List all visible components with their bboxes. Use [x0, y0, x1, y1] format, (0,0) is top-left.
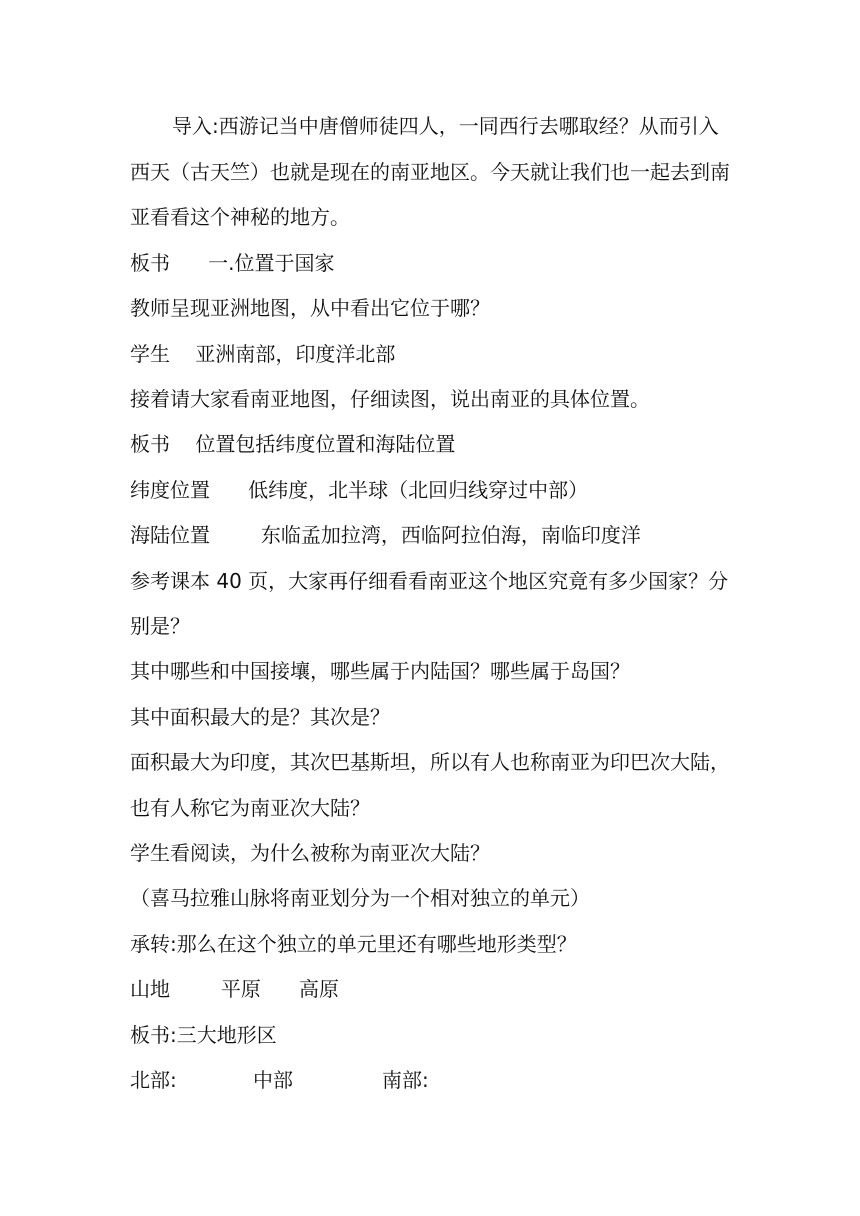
terrain-types-line: 山地 平原 高原 [130, 977, 340, 1001]
explanation-line: （喜马拉雅山脉将南亚划分为一个相对独立的单元） [130, 886, 590, 910]
latitude-position-line: 纬度位置 低纬度，北半球（北回归线穿过中部） [130, 478, 589, 502]
question-line: 其中哪些和中国接壤，哪些属于内陆国？哪些属于岛国？ [130, 659, 630, 683]
student-line: 学生 亚洲南部，印度洋北部 [130, 342, 396, 366]
reference-line-continued: 别是？ [130, 614, 190, 638]
question-line: 其中面积最大的是？其次是？ [130, 705, 390, 729]
transition-line: 承转:那么在这个独立的单元里还有哪些地形类型？ [130, 932, 577, 956]
reference-line: 参考课本 40 页，大家再仔细看看南亚这个地区究竟有多少国家？分 [130, 569, 729, 593]
board-note-line: 板书:三大地形区 [130, 1023, 277, 1047]
paragraph-line: 西天（古天竺）也就是现在的南亚地区。今天就让我们也一起去到南 [130, 160, 730, 184]
teacher-line: 教师呈现亚洲地图，从中看出它位于哪？ [130, 296, 490, 320]
instruction-line: 接着请大家看南亚地图，仔细读图，说出南亚的具体位置。 [130, 387, 650, 411]
board-note-line: 板书 一.位置于国家 [130, 251, 335, 275]
terrain-region-line: 北部: 中部 南部: [130, 1068, 429, 1092]
board-note-line: 板书 位置包括纬度位置和海陆位置 [130, 432, 456, 456]
paragraph-line: 亚看看这个神秘的地方。 [130, 205, 350, 229]
sea-land-position-line: 海陆位置 东临孟加拉湾，西临阿拉伯海，南临印度洋 [130, 523, 641, 547]
answer-line-continued: 也有人称它为南亚次大陆？ [130, 796, 370, 820]
student-reading-line: 学生看阅读，为什么被称为南亚次大陆？ [130, 841, 490, 865]
answer-line: 面积最大为印度，其次巴基斯坦，所以有人也称南亚为印巴次大陆， [130, 750, 730, 774]
paragraph-line: 导入:西游记当中唐僧师徒四人，一同西行去哪取经？从而引入 [172, 114, 719, 138]
